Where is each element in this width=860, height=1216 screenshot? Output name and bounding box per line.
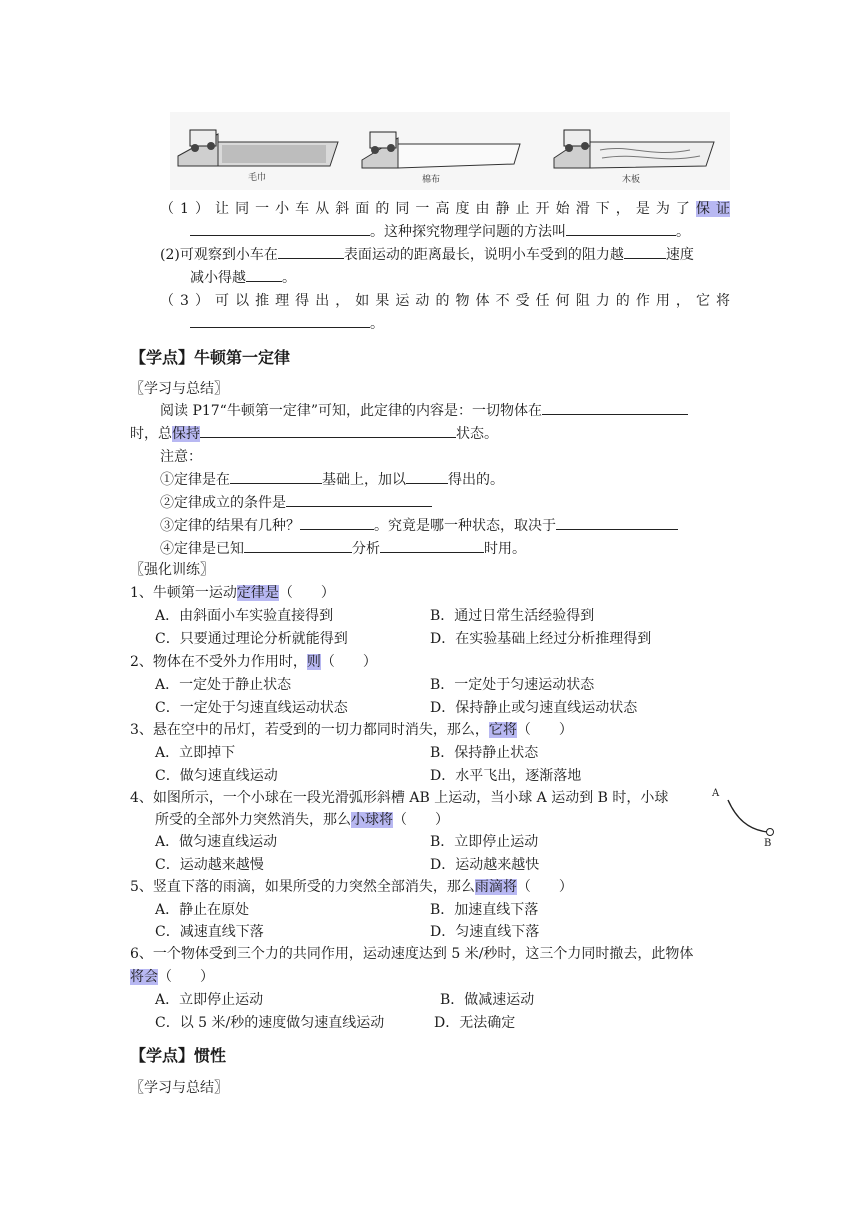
answer-blank[interactable] <box>624 245 666 259</box>
note-2: ②定律成立的条件是 <box>160 492 432 512</box>
ramp-cotton <box>362 132 520 168</box>
q5-option-d[interactable]: D．匀速直线下落 <box>430 924 540 940</box>
answer-blank[interactable] <box>556 516 678 530</box>
training-label: 〖强化训练〗 <box>130 562 214 578</box>
section-heading-inertia: 【学点】惯性 <box>130 1046 227 1065</box>
q4-option-c[interactable]: C．运动越来越慢 <box>155 857 264 873</box>
experiment-figure <box>170 112 730 190</box>
q1-option-b[interactable]: B．通过日常生活经验得到 <box>430 608 595 624</box>
highlight: 保持 <box>172 426 200 442</box>
exp-q2-line2: 减小得越 。 <box>190 270 296 286</box>
exp-q1-line1: （1）让同一小车从斜面的同一高度由静止开始滑下，是为了保证 <box>160 201 731 217</box>
q3-option-d[interactable]: D．水平飞出，逐渐落地 <box>430 768 582 784</box>
exp-q3-line1: （3）可以推理得出，如果运动的物体不受任何阻力的作用，它将 <box>160 293 730 309</box>
q1-option-c[interactable]: C．只要通过理论分析就能得到 <box>155 631 348 647</box>
ramp-towel <box>178 130 338 166</box>
section-sub: 〖学习与总结〗 <box>130 381 228 397</box>
question-4-stem-line2: 所受的全部外力突然消失，那么小球将（ ） <box>155 812 449 828</box>
q6-option-a[interactable]: A．立即停止运动 <box>155 992 264 1008</box>
answer-blank[interactable] <box>566 222 676 236</box>
ramp-wood <box>554 130 714 168</box>
highlight: 保证 <box>695 201 731 217</box>
q6-option-d[interactable]: D．无法确定 <box>434 1015 516 1031</box>
q3-option-a[interactable]: A．立即掉下 <box>155 745 236 761</box>
read-line1: 阅读 P17“牛顿第一定律”可知，此定律的内容是：一切物体在 <box>160 400 688 420</box>
q2-option-c[interactable]: C．一定处于匀速直线运动状态 <box>155 700 348 716</box>
answer-blank[interactable] <box>246 268 282 282</box>
question-1-stem: 1、牛顿第一运动定律是（ ） <box>130 585 335 601</box>
answer-blank[interactable] <box>380 539 484 553</box>
section-heading-newton: 【学点】牛顿第一定律 <box>130 348 291 367</box>
highlight: 将会 <box>130 969 158 985</box>
question-6-stem-line2: 将会（ ） <box>130 969 214 985</box>
answer-blank[interactable] <box>278 245 344 259</box>
q6-option-b[interactable]: B．做减速运动 <box>440 992 535 1008</box>
highlight: 则 <box>306 654 321 670</box>
arc-track-figure <box>708 784 780 852</box>
q2-option-d[interactable]: D．保持静止或匀速直线运动状态 <box>430 700 638 716</box>
arc-label-a: A <box>712 788 720 799</box>
q4-option-a[interactable]: A．做匀速直线运动 <box>155 834 278 850</box>
answer-blank[interactable] <box>542 401 688 415</box>
highlight: 雨滴将 <box>474 879 517 895</box>
caption-cotton: 棉布 <box>422 175 441 185</box>
highlight: 它将 <box>488 722 517 738</box>
q2-option-b[interactable]: B．一定处于匀速运动状态 <box>430 677 595 693</box>
q2-option-a[interactable]: A．一定处于静止状态 <box>155 677 292 693</box>
note-1: ①定律是在 基础上，加以 得出的。 <box>160 472 504 488</box>
q5-option-c[interactable]: C．减速直线下落 <box>155 924 264 940</box>
note-4: ④定律是已知 分析 时用。 <box>160 541 526 557</box>
answer-blank[interactable] <box>406 470 448 484</box>
exp-q3-line2: 。 <box>190 313 384 333</box>
answer-blank[interactable] <box>190 222 370 236</box>
exp-q1-line2: 。这种探究物理学问题的方法叫 。 <box>190 221 690 241</box>
read-line2: 时，总保持 状态。 <box>130 426 498 442</box>
q1-option-d[interactable]: D．在实验基础上经过分析推理得到 <box>430 631 652 647</box>
exp-q2-line1: (2)可观察到小车在 表面运动的距离最长，说明小车受到的阻力越 速度 <box>160 247 694 263</box>
answer-blank[interactable] <box>244 539 352 553</box>
question-6-stem-line1: 6、一个物体受到三个力的共同作用，运动速度达到 5 米/秒时，这三个力同时撤去，此物体 <box>130 946 694 962</box>
q3-option-b[interactable]: B．保持静止状态 <box>430 745 539 761</box>
highlight: 定律是 <box>236 585 279 601</box>
question-3-stem: 3、悬在空中的吊灯，若受到的一切力都同时消失，那么，它将（ ） <box>130 722 573 738</box>
q4-option-d[interactable]: D．运动越来越快 <box>430 857 540 873</box>
answer-blank[interactable] <box>200 424 456 438</box>
q6-option-c[interactable]: C．以 5 米/秒的速度做匀速直线运动 <box>155 1015 385 1031</box>
q5-option-a[interactable]: A．静止在原处 <box>155 902 250 918</box>
q4-option-b[interactable]: B．立即停止运动 <box>430 834 539 850</box>
highlight: 小球将 <box>351 812 393 828</box>
caption-towel: 毛巾 <box>248 173 267 183</box>
question-5-stem: 5、竖直下落的雨滴，如果所受的力突然全部消失，那么雨滴将（ ） <box>130 879 573 895</box>
q1-option-a[interactable]: A．由斜面小车实验直接得到 <box>155 608 334 624</box>
caption-wood: 木板 <box>622 175 641 185</box>
answer-blank[interactable] <box>190 314 370 328</box>
note-3: ③定律的结果有几种？ 。究竟是哪一种状态，取决于 <box>160 515 678 535</box>
q3-option-c[interactable]: C．做匀速直线运动 <box>155 768 278 784</box>
answer-blank[interactable] <box>286 493 432 507</box>
section2-sub: 〖学习与总结〗 <box>130 1080 228 1096</box>
note-label: 注意： <box>160 449 202 465</box>
q5-option-b[interactable]: B．加速直线下落 <box>430 902 539 918</box>
question-4-stem-line1: 4、如图所示，一个小球在一段光滑弧形斜槽 AB 上运动，当小球 A 运动到 B 时，小球 <box>130 790 669 806</box>
answer-blank[interactable] <box>230 470 322 484</box>
question-2-stem: 2、物体在不受外力作用时，则（ ） <box>130 654 377 670</box>
answer-blank[interactable] <box>300 516 374 530</box>
arc-label-b: B <box>764 838 772 849</box>
